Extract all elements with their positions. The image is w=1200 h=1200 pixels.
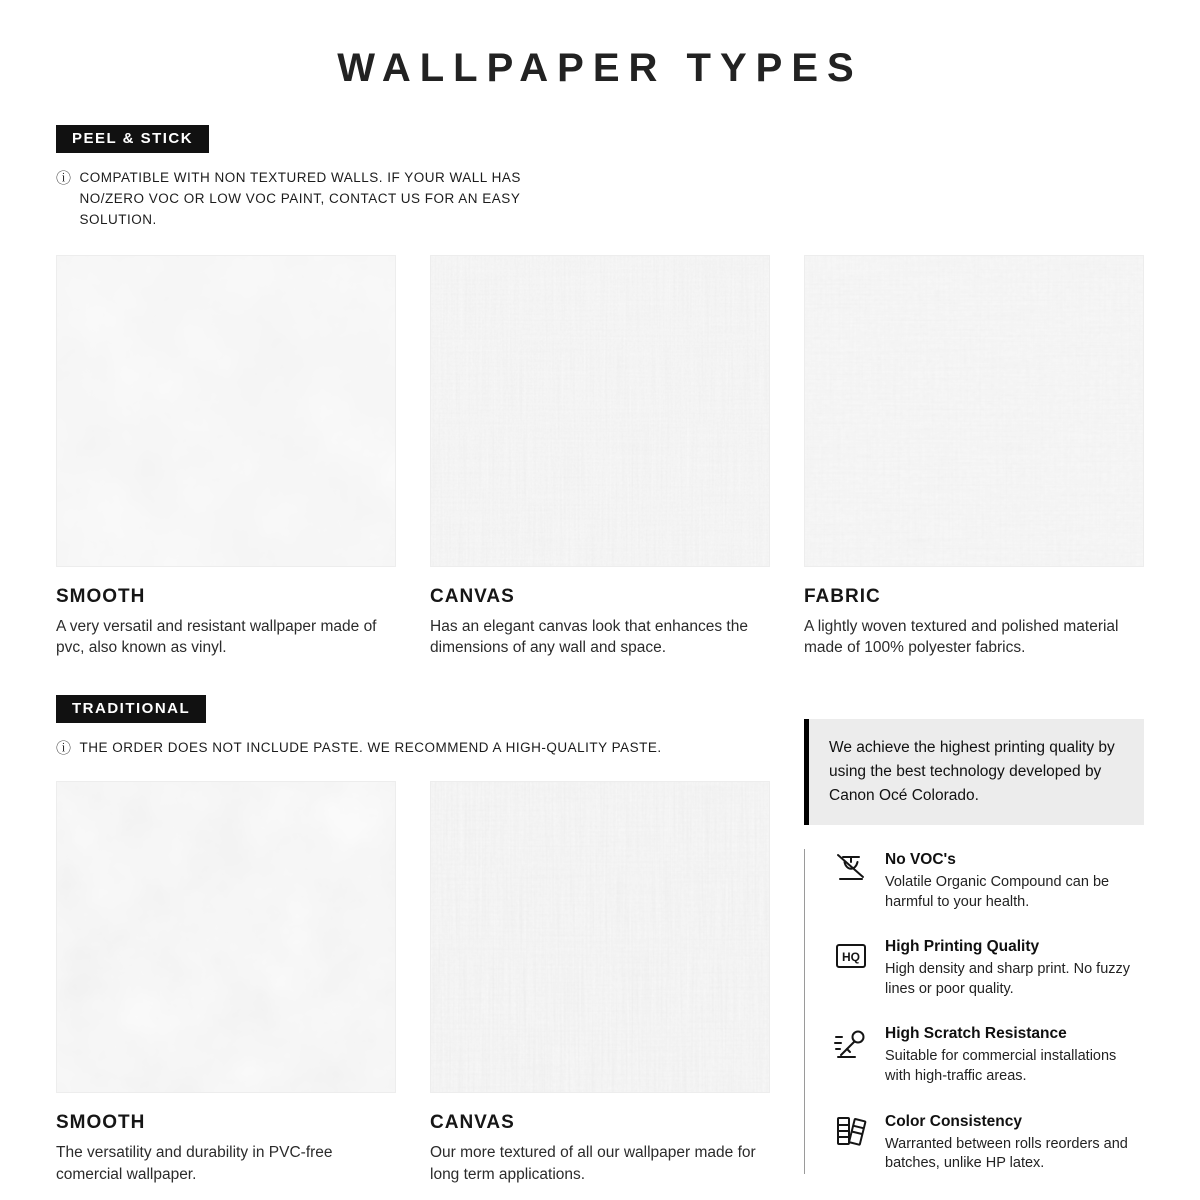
feature-text [885,1111,1144,1174]
feature-description: Suitable for commercial installations with high-traffic areas. [885,1048,1117,1084]
feature-description: High density and sharp print. No fuzzy lines or poor quality. [885,961,1131,997]
hq-badge-icon [831,936,871,976]
note-text: COMPATIBLE WITH NON TEXTURED WALLS. IF YOUR WALL HAS NO/ZERO VOC OR LOW VOC PAINT, CONTACT US FOR AN EASY SOLUTION. [79,170,521,227]
feature-item [831,936,1144,999]
swatch-card [804,255,1144,659]
swatch-title: FABRIC [804,585,881,607]
feature-text [885,1023,1144,1086]
section-label-peel-stick: PEEL & STICK [56,125,209,153]
feature-item [831,849,1144,912]
swatch-card [56,781,396,1185]
swatch-description: The versatility and durability in PVC-free comercial wallpaper. [56,1144,333,1183]
scratch-key-icon [831,1023,871,1063]
page-title: WALLPAPER TYPES [337,46,863,90]
swatch-title: CANVAS [430,1112,515,1134]
swatch-description: A lightly woven textured and polished material made of 100% polyester fabrics. [804,617,1119,657]
quality-statement: We achieve the highest printing quality by using the best technology developed by Canon Océ Colorado. [804,719,1144,825]
quality-panel [804,719,1144,1185]
feature-title: High Scratch Resistance [885,1025,1067,1043]
swatch-image-fabric [804,255,1144,567]
swatch-title: SMOOTH [56,585,146,607]
section-note [56,168,1144,231]
swatch-card [430,781,770,1185]
feature-item [831,1111,1144,1174]
section-traditional-and-quality [56,695,1144,1185]
swatch-row-traditional [56,781,770,1185]
feature-description: Volatile Organic Compound can be harmful to your health. [885,874,1110,910]
no-voc-icon [831,849,871,889]
swatch-card [56,255,396,659]
feature-title: High Printing Quality [885,938,1040,956]
swatch-image-smooth [56,781,396,1093]
swatch-title: CANVAS [430,585,515,607]
swatch-description: Our more textured of all our wallpaper made for long term applications. [430,1144,756,1183]
swatch-description: Has an elegant canvas look that enhances the dimensions of any wall and space. [430,617,748,657]
feature-text [885,849,1144,912]
feature-text [885,936,1144,999]
swatch-image-canvas-rough [430,781,770,1093]
swatch-image-smooth [56,255,396,567]
note-text: THE ORDER DOES NOT INCLUDE PASTE. WE RECOMMEND A HIGH-QUALITY PASTE. [79,740,662,756]
info-icon: ⓘ [56,170,72,187]
section-peel-and-stick [56,125,1144,659]
swatch-row-peel-stick [56,255,1144,659]
feature-item [831,1023,1144,1086]
swatch-card [430,255,770,659]
feature-title: Color Consistency [885,1112,1022,1130]
section-label-traditional: TRADITIONAL [56,695,206,723]
swatch-description: A very versatil and resistant wallpaper made of pvc, also known as vinyl. [56,617,377,657]
section-traditional [56,695,770,1185]
info-icon: ⓘ [56,740,72,758]
swatch-image-canvas [430,255,770,567]
section-note [56,738,770,759]
swatch-title: SMOOTH [56,1112,146,1134]
hq-badge-text: HQ [842,950,860,965]
feature-description: Warranted between rolls reorders and batches, unlike HP latex. [885,1135,1128,1172]
features-list [804,849,1144,1174]
feature-title: No VOC's [885,851,956,869]
color-swatches-icon [831,1111,871,1151]
